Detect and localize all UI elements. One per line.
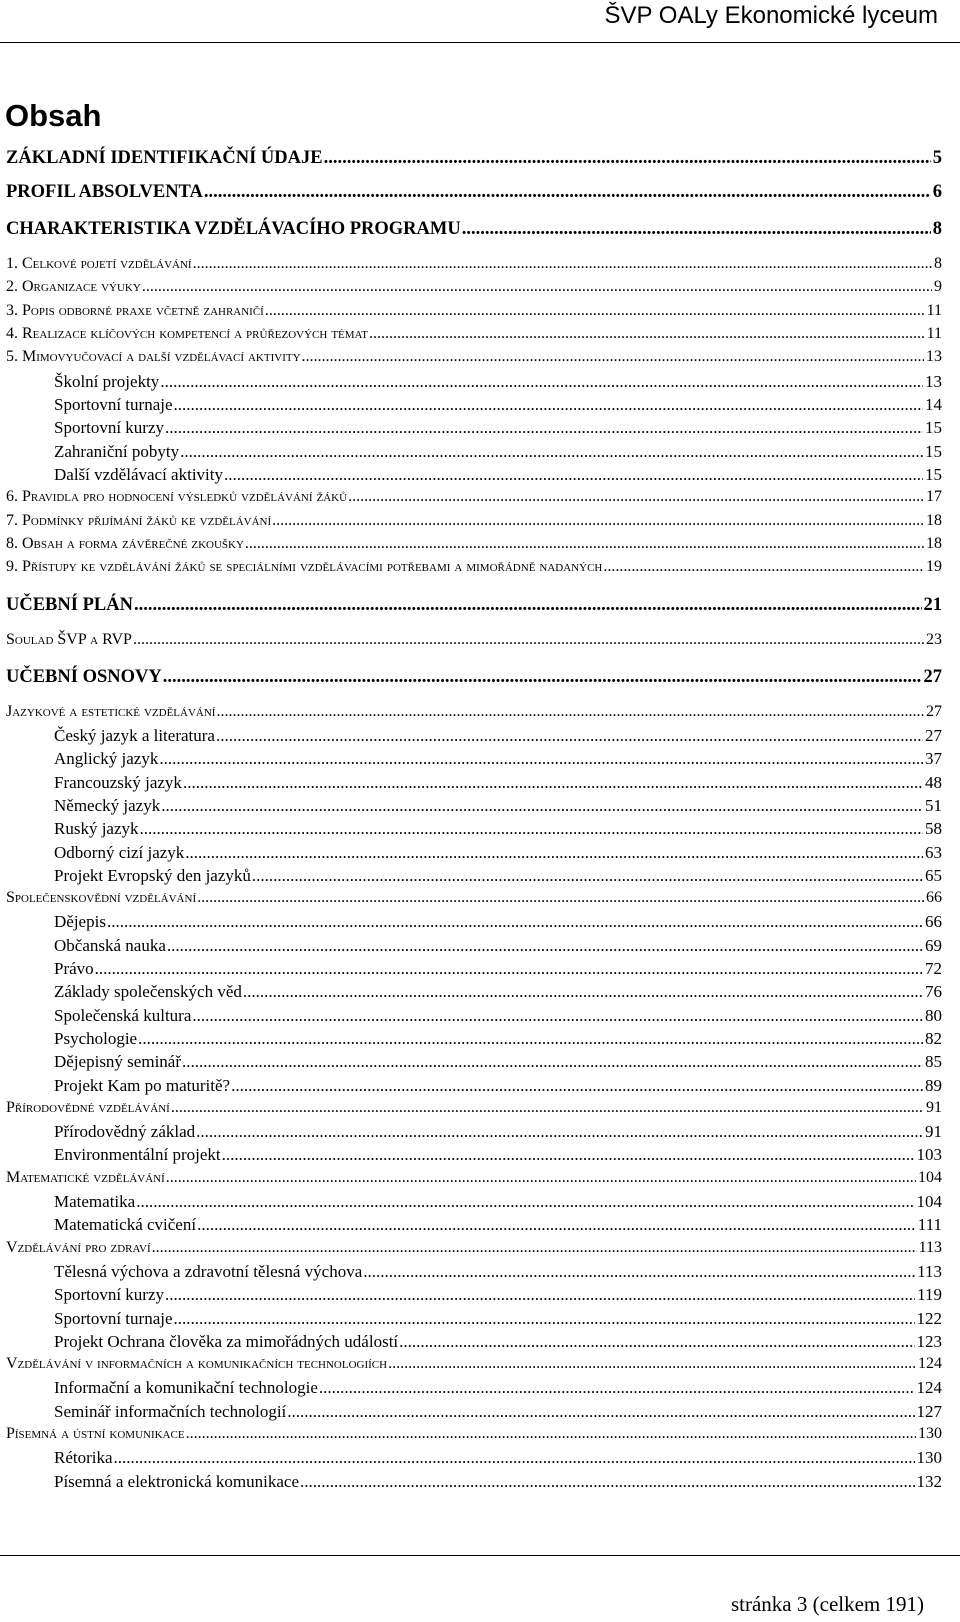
page-number-footer: stránka 3 (celkem 191) — [730, 1592, 924, 1616]
toc-entry-title: Tělesná výchova a zdravotní tělesná výchova — [54, 1262, 363, 1281]
toc-entry[interactable] — [6, 1378, 942, 1402]
dot-leader — [300, 1472, 915, 1492]
toc-entry-title: Písemná a ústní komunikace — [6, 1425, 185, 1442]
dot-leader — [159, 749, 923, 769]
dot-leader — [388, 1355, 916, 1373]
toc-page-number: 13 — [926, 348, 942, 365]
dot-leader — [171, 1099, 924, 1117]
toc-entry[interactable] — [6, 1215, 942, 1239]
dot-leader — [252, 866, 923, 886]
dot-leader — [216, 726, 923, 746]
toc-page-number: 123 — [916, 1332, 942, 1351]
toc-entry-title: UČEBNÍ PLÁN — [6, 595, 133, 615]
toc-page-number: 85 — [925, 1052, 942, 1071]
toc-entry-title: Dějepis — [54, 912, 106, 931]
toc-entry-title: Sportovní turnaje — [54, 1309, 173, 1328]
toc-entry[interactable] — [6, 749, 942, 773]
toc-page-number: 124 — [916, 1378, 942, 1397]
toc-page-number: 119 — [917, 1285, 942, 1304]
dot-leader — [462, 219, 931, 240]
toc-entry[interactable] — [6, 1262, 942, 1286]
toc-entry[interactable] — [6, 395, 942, 419]
toc-entry-title: Zahraniční pobyty — [54, 442, 180, 461]
toc-page-number: 18 — [926, 512, 942, 529]
toc-entry[interactable] — [6, 912, 942, 936]
toc-entry[interactable] — [6, 843, 942, 867]
dot-leader — [216, 703, 924, 721]
toc-entry[interactable] — [6, 278, 942, 302]
dot-leader — [136, 1192, 914, 1212]
toc-title: Obsah — [5, 98, 102, 133]
dot-leader — [142, 278, 932, 296]
toc-entry-title: Vzdělávání v informačních a komunikačních technologiích — [6, 1355, 388, 1372]
toc-entry[interactable] — [6, 1472, 942, 1496]
toc-entry[interactable] — [6, 442, 942, 466]
toc-entry-title: Odborný cizí jazyk — [54, 843, 185, 862]
toc-entry[interactable] — [6, 1309, 942, 1333]
dot-leader — [302, 348, 924, 366]
toc-entry-title: Matematické vzdělávání — [6, 1169, 165, 1186]
toc-page-number: 76 — [925, 982, 942, 1001]
toc-entry-title: Environmentální projekt — [54, 1145, 221, 1164]
toc-entry[interactable] — [6, 982, 942, 1006]
toc-entry-title: 3. Popis odborné praxe včetně zahraničí — [6, 302, 264, 319]
toc-page-number: 13 — [925, 372, 942, 391]
toc-entry-title: Dějepisný seminář — [54, 1052, 181, 1071]
toc-entry[interactable] — [6, 819, 942, 843]
toc-page-number: 37 — [925, 749, 942, 768]
toc-page-number: 17 — [926, 488, 942, 505]
dot-leader — [180, 442, 923, 462]
toc-entry-title: Občanská nauka — [54, 936, 166, 955]
dot-leader — [204, 182, 931, 203]
toc-entry-title: Ruský jazyk — [54, 819, 139, 838]
dot-leader — [114, 1448, 915, 1468]
toc-entry-title: PROFIL ABSOLVENTA — [6, 182, 203, 202]
toc-entry[interactable] — [6, 1006, 942, 1030]
toc-entry-title: Písemná a elektronická komunikace — [54, 1472, 299, 1491]
toc-page-number: 111 — [917, 1215, 942, 1234]
dot-leader — [319, 1378, 915, 1398]
toc-entry[interactable] — [6, 866, 942, 890]
toc-entry[interactable] — [6, 1355, 942, 1379]
dot-leader — [165, 418, 923, 438]
toc-page-number: 8 — [934, 255, 942, 272]
toc-page-number: 63 — [925, 843, 942, 862]
toc-entry-title: Rétorika — [54, 1448, 113, 1467]
toc-entry[interactable] — [6, 726, 942, 750]
dot-leader — [193, 255, 932, 273]
toc-entry-title: Přírodovědný základ — [54, 1122, 196, 1141]
page-header: ŠVP OALy Ekonomické lyceum — [604, 2, 938, 29]
toc-entry[interactable] — [6, 703, 942, 727]
toc-entry[interactable] — [6, 302, 942, 326]
toc-entry[interactable] — [6, 796, 942, 820]
toc-entry-title: Společenská kultura — [54, 1006, 192, 1025]
toc-page-number: 82 — [925, 1029, 942, 1048]
dot-leader — [243, 982, 923, 1002]
toc-entry-title: Další vzdělávací aktivity — [54, 465, 223, 484]
toc-entry[interactable] — [6, 1029, 942, 1053]
toc-entry[interactable] — [6, 325, 942, 349]
toc-entry[interactable] — [6, 1425, 942, 1449]
dot-leader — [95, 959, 923, 979]
toc-entry-title: Matematická cvičení — [54, 1215, 197, 1234]
toc-entry-title: Projekt Kam po maturitě? — [54, 1076, 231, 1095]
dot-leader — [134, 595, 922, 616]
toc-entry-title: 9. Přístupy ke vzdělávání žáků se speciálními vzdělávacími potřebami a mimořádně nadaných — [6, 558, 603, 575]
toc-page-number: 91 — [926, 1099, 942, 1116]
toc-page-number: 15 — [925, 465, 942, 484]
toc-entry-title: UČEBNÍ OSNOVY — [6, 667, 162, 687]
toc-entry[interactable] — [6, 488, 942, 512]
toc-page-number: 8 — [932, 219, 942, 239]
dot-leader — [165, 1285, 915, 1305]
toc-page-number: 127 — [916, 1402, 942, 1421]
dot-leader — [185, 843, 923, 863]
toc-page-number: 58 — [925, 819, 942, 838]
dot-leader — [324, 148, 931, 169]
toc-entry-title: Školní projekty — [54, 372, 160, 391]
toc-page-number: 27 — [923, 667, 942, 687]
toc-page-number: 103 — [916, 1145, 942, 1164]
toc-page-number: 113 — [918, 1239, 942, 1256]
dot-leader — [152, 1239, 917, 1257]
toc-entry-title: Seminář informačních technologií — [54, 1402, 287, 1421]
dot-leader — [182, 1052, 923, 1072]
toc-entry[interactable] — [6, 348, 942, 372]
toc-entry[interactable] — [6, 418, 942, 442]
toc-entry[interactable] — [6, 558, 942, 582]
toc-entry-title: Sportovní kurzy — [54, 418, 165, 437]
dot-leader — [107, 912, 923, 932]
toc-entry[interactable] — [6, 1169, 942, 1193]
toc-entry-title: 1. Celkové pojetí vzdělávání — [6, 255, 192, 272]
toc-entry[interactable] — [6, 255, 942, 279]
toc-entry[interactable] — [6, 219, 942, 243]
toc-entry[interactable] — [6, 465, 942, 489]
toc-entry-title: Společenskovědní vzdělávání — [6, 889, 197, 906]
toc-page-number: 124 — [918, 1355, 942, 1372]
toc-page-number: 23 — [926, 631, 942, 648]
toc-entry[interactable] — [6, 631, 942, 655]
toc-entry-title: 8. Obsah a forma závěrečné zkoušky — [6, 535, 244, 552]
toc-entry[interactable] — [6, 1099, 942, 1123]
toc-page-number: 69 — [925, 936, 942, 955]
toc-entry-title: Právo — [54, 959, 94, 978]
toc-entry-title: CHARAKTERISTIKA VZDĚLÁVACÍHO PROGRAMU — [6, 219, 461, 239]
toc-entry-title: Francouzský jazyk — [54, 773, 182, 792]
toc-entry-title: 2. Organizace výuky — [6, 278, 141, 295]
toc-entry-title: Sportovní turnaje — [54, 395, 173, 414]
toc-entry[interactable] — [6, 535, 942, 559]
footer-divider — [0, 1555, 960, 1556]
toc-entry-title: ZÁKLADNÍ IDENTIFIKAČNÍ ÚDAJE — [6, 148, 323, 168]
dot-leader — [166, 1169, 916, 1187]
dot-leader — [133, 631, 924, 649]
toc-entry-title: Matematika — [54, 1192, 136, 1211]
toc-entry-title: 5. Mimovyučovací a další vzdělávací aktivity — [6, 348, 301, 365]
toc-page-number: 91 — [925, 1122, 942, 1141]
toc-page-number: 27 — [926, 703, 942, 720]
toc-entry-title: Jazykové a estetické vzdělávání — [6, 703, 216, 720]
dot-leader — [174, 395, 923, 415]
toc-entry-title: Německý jazyk — [54, 796, 161, 815]
dot-leader — [399, 1332, 914, 1352]
toc-entry-title: Psychologie — [54, 1029, 138, 1048]
toc-page-number: 130 — [918, 1425, 942, 1442]
dot-leader — [174, 1309, 915, 1329]
dot-leader — [197, 889, 924, 907]
toc-entry[interactable] — [6, 667, 942, 691]
toc-page-number: 15 — [925, 418, 942, 437]
toc-page-number: 72 — [925, 959, 942, 978]
dot-leader — [138, 1029, 923, 1049]
toc-entry-title: Anglický jazyk — [54, 749, 159, 768]
dot-leader — [160, 372, 923, 392]
dot-leader — [603, 558, 924, 576]
toc-page-number: 122 — [916, 1309, 942, 1328]
toc-page-number: 15 — [925, 442, 942, 461]
toc-entry-title: Český jazyk a literatura — [54, 726, 215, 745]
dot-leader — [369, 325, 925, 343]
toc-entry-title: Projekt Evropský den jazyků — [54, 866, 251, 885]
dot-leader — [197, 1215, 916, 1235]
toc-entry[interactable] — [6, 512, 942, 536]
toc-entry-title: Projekt Ochrana člověka za mimořádných událostí — [54, 1332, 399, 1351]
toc-entry[interactable] — [6, 773, 942, 797]
toc-entry[interactable] — [6, 1052, 942, 1076]
toc-entry[interactable] — [6, 1332, 942, 1356]
toc-entry-title: Základy společenských věd — [54, 982, 242, 1001]
dot-leader — [287, 1402, 914, 1422]
toc-page-number: 27 — [925, 726, 942, 745]
dot-leader — [272, 512, 924, 530]
toc-entry-title: Informační a komunikační technologie — [54, 1378, 318, 1397]
toc-entry[interactable] — [6, 959, 942, 983]
toc-entry[interactable] — [6, 1239, 942, 1263]
dot-leader — [245, 535, 924, 553]
toc-entry[interactable] — [6, 1285, 942, 1309]
toc-entry-title: 7. Podmínky přijímání žáků ke vzdělávání — [6, 512, 272, 529]
toc-page-number: 104 — [918, 1169, 942, 1186]
toc-page-number: 80 — [925, 1006, 942, 1025]
dot-leader — [348, 488, 924, 506]
dot-leader — [224, 465, 923, 485]
toc-entry[interactable] — [6, 1448, 942, 1472]
toc-entry[interactable] — [6, 1076, 942, 1100]
toc-entry-title: 4. Realizace klíčových kompetencí a průřezových témat — [6, 325, 368, 342]
toc-page-number: 11 — [926, 325, 942, 342]
toc-page-number: 104 — [916, 1192, 942, 1211]
dot-leader — [186, 1425, 916, 1443]
dot-leader — [363, 1262, 915, 1282]
toc-page-number: 113 — [917, 1262, 942, 1281]
toc-entry[interactable] — [6, 889, 942, 913]
toc-entry[interactable] — [6, 1122, 942, 1146]
dot-leader — [196, 1122, 923, 1142]
dot-leader — [231, 1076, 923, 1096]
toc-page-number: 48 — [925, 773, 942, 792]
toc-entry[interactable] — [6, 1402, 942, 1426]
toc-entry[interactable] — [6, 595, 942, 619]
toc-entry-title: Vzdělávání pro zdraví — [6, 1239, 151, 1256]
toc-entry[interactable] — [6, 1145, 942, 1169]
toc-page-number: 66 — [925, 912, 942, 931]
toc-page-number: 65 — [925, 866, 942, 885]
toc-page-number: 6 — [932, 182, 942, 202]
toc-entry[interactable] — [6, 182, 942, 206]
toc-page-number: 14 — [925, 395, 942, 414]
dot-leader — [140, 819, 923, 839]
dot-leader — [163, 667, 922, 688]
toc-page-number: 18 — [926, 535, 942, 552]
toc-entry-title: 6. Pravidla pro hodnocení výsledků vzdělávání žáků — [6, 488, 348, 505]
toc-entry-title: Soulad ŠVP a RVP — [6, 631, 132, 648]
dot-leader — [167, 936, 923, 956]
toc-page-number: 132 — [916, 1472, 942, 1491]
toc-page-number: 66 — [926, 889, 942, 906]
toc-entry-title: Sportovní kurzy — [54, 1285, 165, 1304]
toc-entry[interactable] — [6, 1192, 942, 1216]
toc-page-number: 11 — [926, 302, 942, 319]
toc-page-number: 19 — [926, 558, 942, 575]
dot-leader — [183, 773, 923, 793]
dot-leader — [265, 302, 925, 320]
toc-entry[interactable] — [6, 372, 942, 396]
toc-entry[interactable] — [6, 936, 942, 960]
dot-leader — [192, 1006, 923, 1026]
dot-leader — [161, 796, 923, 816]
dot-leader — [222, 1145, 915, 1165]
toc-entry[interactable] — [6, 148, 942, 172]
toc-page-number: 9 — [934, 278, 942, 295]
toc-entry-title: Přírodovědné vzdělávání — [6, 1099, 170, 1116]
toc-page-number: 21 — [923, 595, 942, 615]
toc-page-number: 89 — [925, 1076, 942, 1095]
table-of-contents — [6, 0, 942, 1560]
toc-page-number: 5 — [932, 148, 942, 168]
toc-page-number: 51 — [925, 796, 942, 815]
toc-page-number: 130 — [916, 1448, 942, 1467]
